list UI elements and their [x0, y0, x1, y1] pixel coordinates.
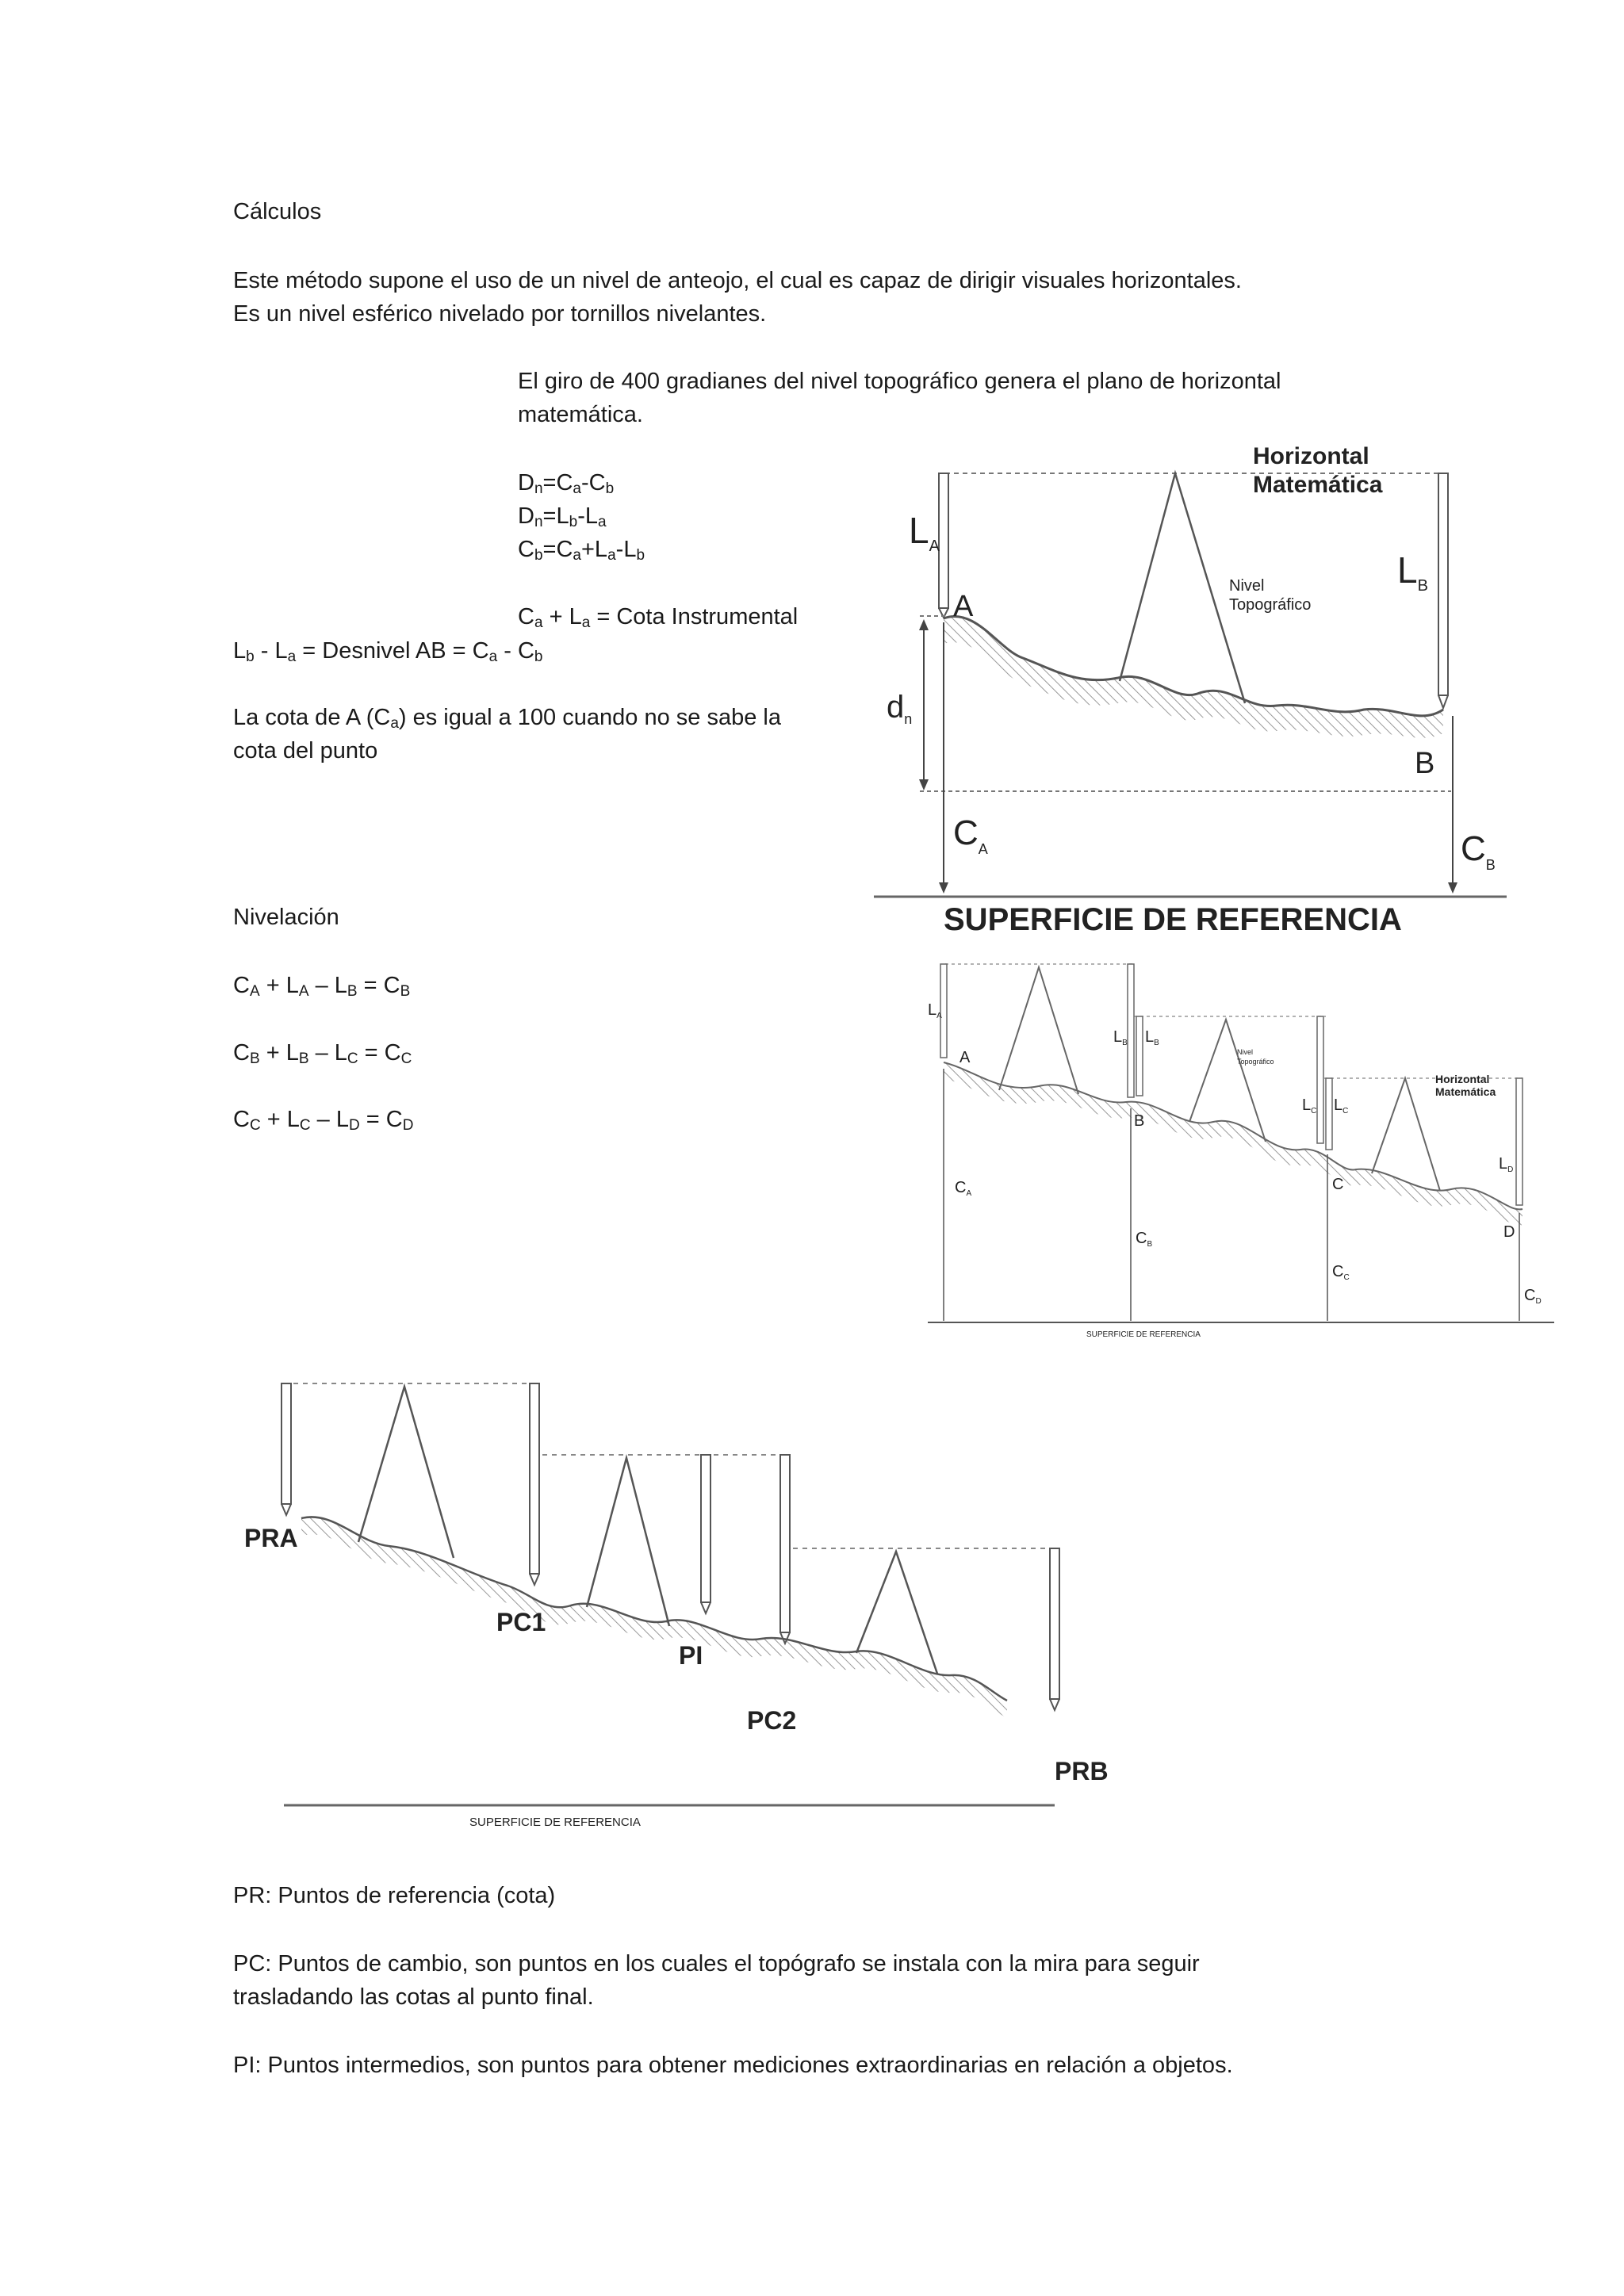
- pra-label: PRA: [244, 1524, 298, 1552]
- la-label: $L_A$: [909, 510, 940, 555]
- lc-label-2: $L_C$: [1334, 1096, 1349, 1115]
- definition-pc-line-2: trasladando las cotas al punto final.: [233, 1984, 594, 2010]
- pc1-label: PC1: [496, 1608, 546, 1636]
- nivel-label-1: Nivel: [1229, 577, 1265, 595]
- horizontal-label-1: Horizontal: [1435, 1073, 1490, 1085]
- lb-label: $L_B$: [1397, 549, 1428, 595]
- point-d-label: D: [1503, 1223, 1515, 1241]
- cb-label: $C_B$: [1461, 829, 1496, 873]
- definition-pi: PI: Puntos intermedios, son puntos para obtener mediciones extraordinarias en relación a objetos.: [233, 2053, 1233, 2078]
- formula-desnivel: $L_b - L_a$ = Desnivel AB = $C_a - C_b$: [233, 638, 543, 665]
- formula-cota-instrumental: $C_a + L_a$ = Cota Instrumental: [518, 604, 799, 631]
- superficie-label: SUPERFICIE DE REFERENCIA: [1086, 1330, 1201, 1339]
- terrain-hatch: [944, 616, 1443, 737]
- lb-label-1: $L_B$: [1113, 1028, 1128, 1047]
- horizontal-label-1: Horizontal: [1253, 443, 1369, 469]
- giro-line-2: matemática.: [518, 402, 643, 427]
- ca-label: $C_A$: [953, 813, 988, 857]
- definition-pr: PR: Puntos de referencia (cota): [233, 1883, 556, 1908]
- prb-label: PRB: [1055, 1757, 1109, 1785]
- la-label: $L_A$: [928, 1001, 942, 1020]
- formula-dn-lb-la: $D_n=L_b-L_a$: [518, 503, 607, 530]
- nivel-label-1: Nivel: [1237, 1048, 1254, 1056]
- rod-b: [1438, 473, 1448, 695]
- lb-label-2: $L_B$: [1145, 1028, 1159, 1047]
- point-b-label: B: [1415, 747, 1435, 780]
- definition-pc-line-1: PC: Puntos de cambio, son puntos en los cuales el topógrafo se instala con la mira para seguir: [233, 1951, 1200, 1976]
- superficie-label: SUPERFICIE DE REFERENCIA: [469, 1816, 641, 1829]
- nivel-label-2: Topográfico: [1237, 1058, 1274, 1066]
- nivelacion-eq-2: $C_B + L_B - L_C = C_C$: [233, 1040, 412, 1067]
- cota-note-line-2: cota del punto: [233, 738, 378, 763]
- point-a-label: A: [953, 590, 974, 623]
- pc2-label: PC2: [747, 1706, 797, 1735]
- lc-label-1: $L_C$: [1302, 1096, 1317, 1115]
- intro-line-1: Este método supone el uso de un nivel de anteojo, el cual es capaz de dirigir visuales horizontales.: [233, 268, 1242, 293]
- level-instrument: [1120, 473, 1245, 703]
- horizontal-label-2: Matemática: [1253, 472, 1383, 498]
- page-title: Cálculos: [233, 199, 322, 224]
- giro-line-1: El giro de 400 gradianes del nivel topográfico genera el plano de horizontal: [518, 369, 1281, 394]
- formula-dn-ca-cb: $D_n=C_a-C_b$: [518, 470, 615, 497]
- nivel-label-2: Topográfico: [1229, 596, 1312, 614]
- terrain-hatch: [301, 1517, 1007, 1718]
- nivelacion-eq-3: $C_C + L_C - L_D = C_D$: [233, 1107, 414, 1134]
- point-c-label: C: [1332, 1176, 1344, 1193]
- cc-label: $C_C$: [1332, 1263, 1350, 1282]
- point-a-label: A: [959, 1049, 971, 1066]
- nivelacion-title: Nivelación: [233, 905, 339, 930]
- horizontal-label-2: Matemática: [1435, 1085, 1496, 1098]
- intro-line-2: Es un nivel esférico nivelado por tornillos nivelantes.: [233, 301, 767, 327]
- point-b-label: B: [1134, 1112, 1145, 1130]
- nivelacion-eq-1: $C_A + L_A - L_B = C_B$: [233, 973, 411, 1000]
- superficie-label: SUPERFICIE DE REFERENCIA: [944, 902, 1402, 937]
- leveling-diagram-1: [864, 440, 1515, 947]
- pi-label: PI: [679, 1641, 703, 1670]
- ca-label: $C_A$: [955, 1179, 972, 1198]
- rod-a: [939, 473, 948, 608]
- leveling-diagram-2: [912, 959, 1562, 1348]
- formula-cb: $C_b=C_a+L_a-L_b$: [518, 537, 645, 564]
- leveling-diagram-3: [238, 1376, 1126, 1835]
- cd-label: $C_D$: [1524, 1287, 1542, 1306]
- cota-note-line-1: La cota de A $(C_a)$ es igual a 100 cuando no se sabe la: [233, 705, 781, 732]
- dn-label: $d_n$: [887, 690, 913, 727]
- ld-label: $L_D$: [1499, 1155, 1514, 1174]
- cb-label: $C_B$: [1136, 1230, 1153, 1249]
